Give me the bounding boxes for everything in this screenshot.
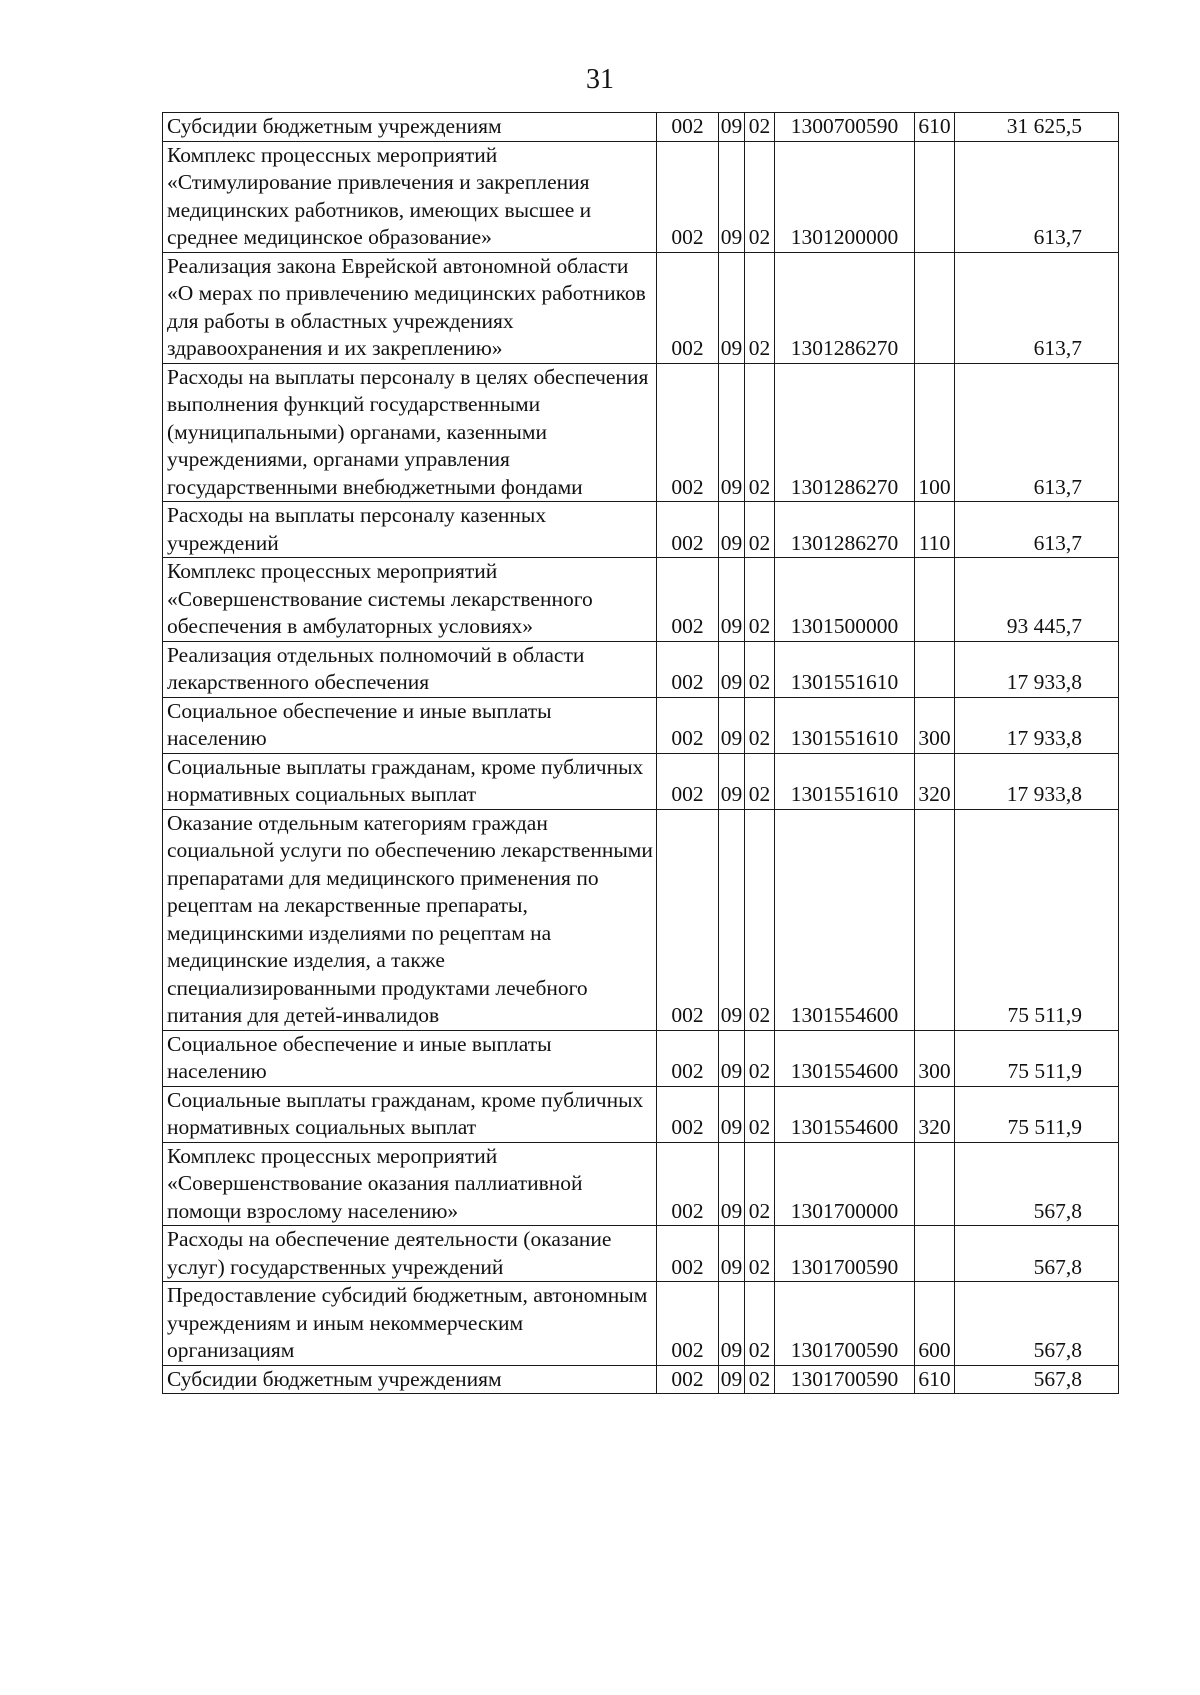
table-row bbox=[163, 1282, 1119, 1366]
section-code-cell: 09 bbox=[719, 809, 745, 1030]
table-row bbox=[163, 697, 1119, 753]
amount-cell: 567,8 bbox=[955, 1282, 1119, 1366]
amount-cell: 567,8 bbox=[955, 1365, 1119, 1394]
section-code-cell: 09 bbox=[719, 1282, 745, 1366]
section-code-cell: 09 bbox=[719, 1086, 745, 1142]
expense-type-cell: 610 bbox=[915, 113, 955, 142]
target-article-cell: 1301286270 bbox=[775, 363, 915, 502]
subsection-code-cell: 02 bbox=[745, 1365, 775, 1394]
expense-name-cell: Социальное обеспечение и иные выплаты населению bbox=[163, 1030, 657, 1086]
table-row bbox=[163, 113, 1119, 142]
expense-type-cell bbox=[915, 558, 955, 642]
expense-type-cell bbox=[915, 641, 955, 697]
amount-cell: 613,7 bbox=[955, 502, 1119, 558]
subsection-code-cell: 02 bbox=[745, 697, 775, 753]
subsection-code-cell: 02 bbox=[745, 809, 775, 1030]
expense-name-cell: Комплекс процессных мероприятий «Стимулирование привлечения и закрепления медицинских работников, имеющих высшее и среднее медицинское образование» bbox=[163, 141, 657, 252]
expense-name-cell: Социальные выплаты гражданам, кроме публичных нормативных социальных выплат bbox=[163, 1086, 657, 1142]
grbs-code-cell: 002 bbox=[657, 753, 719, 809]
grbs-code-cell: 002 bbox=[657, 1282, 719, 1366]
target-article-cell: 1301551610 bbox=[775, 753, 915, 809]
grbs-code-cell: 002 bbox=[657, 558, 719, 642]
table-row bbox=[163, 1226, 1119, 1282]
grbs-code-cell: 002 bbox=[657, 141, 719, 252]
amount-cell: 613,7 bbox=[955, 141, 1119, 252]
target-article-cell: 1301700000 bbox=[775, 1142, 915, 1226]
subsection-code-cell: 02 bbox=[745, 558, 775, 642]
section-code-cell: 09 bbox=[719, 502, 745, 558]
target-article-cell: 1301700590 bbox=[775, 1365, 915, 1394]
subsection-code-cell: 02 bbox=[745, 363, 775, 502]
section-code-cell: 09 bbox=[719, 1142, 745, 1226]
expense-name-cell: Оказание отдельным категориям граждан социальной услуги по обеспечению лекарственными препаратами для медицинского применения по рецептам на лекарственные препараты, медицинскими изделиями по рецептам на медицинские изделия, а также специализированными продуктами лечебного питания для детей-инвалидов bbox=[163, 809, 657, 1030]
subsection-code-cell: 02 bbox=[745, 252, 775, 363]
amount-cell: 567,8 bbox=[955, 1142, 1119, 1226]
table-row bbox=[163, 1142, 1119, 1226]
subsection-code-cell: 02 bbox=[745, 1142, 775, 1226]
expense-type-cell bbox=[915, 141, 955, 252]
expense-type-cell: 100 bbox=[915, 363, 955, 502]
grbs-code-cell: 002 bbox=[657, 252, 719, 363]
grbs-code-cell: 002 bbox=[657, 1226, 719, 1282]
amount-cell: 75 511,9 bbox=[955, 1030, 1119, 1086]
grbs-code-cell: 002 bbox=[657, 113, 719, 142]
target-article-cell: 1301700590 bbox=[775, 1226, 915, 1282]
grbs-code-cell: 002 bbox=[657, 1142, 719, 1226]
section-code-cell: 09 bbox=[719, 697, 745, 753]
subsection-code-cell: 02 bbox=[745, 141, 775, 252]
table-row bbox=[163, 641, 1119, 697]
subsection-code-cell: 02 bbox=[745, 753, 775, 809]
expense-type-cell bbox=[915, 1142, 955, 1226]
table-row bbox=[163, 753, 1119, 809]
amount-cell: 93 445,7 bbox=[955, 558, 1119, 642]
amount-cell: 17 933,8 bbox=[955, 641, 1119, 697]
grbs-code-cell: 002 bbox=[657, 1365, 719, 1394]
expense-name-cell: Субсидии бюджетным учреждениям bbox=[163, 113, 657, 142]
grbs-code-cell: 002 bbox=[657, 1086, 719, 1142]
section-code-cell: 09 bbox=[719, 641, 745, 697]
target-article-cell: 1301286270 bbox=[775, 252, 915, 363]
amount-cell: 75 511,9 bbox=[955, 1086, 1119, 1142]
table-row bbox=[163, 558, 1119, 642]
table-row bbox=[163, 502, 1119, 558]
target-article-cell: 1301554600 bbox=[775, 1086, 915, 1142]
expense-name-cell: Расходы на обеспечение деятельности (оказание услуг) государственных учреждений bbox=[163, 1226, 657, 1282]
table-row bbox=[163, 809, 1119, 1030]
expense-type-cell: 110 bbox=[915, 502, 955, 558]
expense-name-cell: Субсидии бюджетным учреждениям bbox=[163, 1365, 657, 1394]
amount-cell: 31 625,5 bbox=[955, 113, 1119, 142]
subsection-code-cell: 02 bbox=[745, 113, 775, 142]
grbs-code-cell: 002 bbox=[657, 809, 719, 1030]
target-article-cell: 1301500000 bbox=[775, 558, 915, 642]
amount-cell: 75 511,9 bbox=[955, 809, 1119, 1030]
amount-cell: 17 933,8 bbox=[955, 697, 1119, 753]
subsection-code-cell: 02 bbox=[745, 1086, 775, 1142]
target-article-cell: 1301200000 bbox=[775, 141, 915, 252]
expense-type-cell bbox=[915, 1226, 955, 1282]
expense-name-cell: Комплекс процессных мероприятий «Совершенствование системы лекарственного обеспечения в амбулаторных условиях» bbox=[163, 558, 657, 642]
subsection-code-cell: 02 bbox=[745, 1030, 775, 1086]
target-article-cell: 1301700590 bbox=[775, 1282, 915, 1366]
table-row bbox=[163, 1086, 1119, 1142]
table-row bbox=[163, 141, 1119, 252]
table-row bbox=[163, 363, 1119, 502]
amount-cell: 613,7 bbox=[955, 252, 1119, 363]
amount-cell: 567,8 bbox=[955, 1226, 1119, 1282]
expense-name-cell: Расходы на выплаты персоналу казенных учреждений bbox=[163, 502, 657, 558]
section-code-cell: 09 bbox=[719, 1226, 745, 1282]
budget-table bbox=[162, 112, 1119, 1394]
target-article-cell: 1301286270 bbox=[775, 502, 915, 558]
amount-cell: 613,7 bbox=[955, 363, 1119, 502]
table-row bbox=[163, 1365, 1119, 1394]
grbs-code-cell: 002 bbox=[657, 697, 719, 753]
budget-table-body bbox=[163, 113, 1119, 1394]
expense-name-cell: Комплекс процессных мероприятий «Совершенствование оказания паллиативной помощи взрослому населению» bbox=[163, 1142, 657, 1226]
expense-name-cell: Социальные выплаты гражданам, кроме публичных нормативных социальных выплат bbox=[163, 753, 657, 809]
section-code-cell: 09 bbox=[719, 363, 745, 502]
section-code-cell: 09 bbox=[719, 753, 745, 809]
subsection-code-cell: 02 bbox=[745, 641, 775, 697]
expense-name-cell: Расходы на выплаты персоналу в целях обеспечения выполнения функций государственными (муниципальными) органами, казенными учреждениями, органами управления государственными внебюджетными фондами bbox=[163, 363, 657, 502]
section-code-cell: 09 bbox=[719, 141, 745, 252]
grbs-code-cell: 002 bbox=[657, 363, 719, 502]
subsection-code-cell: 02 bbox=[745, 502, 775, 558]
target-article-cell: 1301551610 bbox=[775, 697, 915, 753]
expense-name-cell: Реализация закона Еврейской автономной области «О мерах по привлечению медицинских работников для работы в областных учреждениях здравоохранения и их закреплению» bbox=[163, 252, 657, 363]
section-code-cell: 09 bbox=[719, 252, 745, 363]
grbs-code-cell: 002 bbox=[657, 502, 719, 558]
expense-name-cell: Социальное обеспечение и иные выплаты населению bbox=[163, 697, 657, 753]
amount-cell: 17 933,8 bbox=[955, 753, 1119, 809]
section-code-cell: 09 bbox=[719, 558, 745, 642]
expense-type-cell bbox=[915, 809, 955, 1030]
expense-type-cell: 610 bbox=[915, 1365, 955, 1394]
target-article-cell: 1301551610 bbox=[775, 641, 915, 697]
page-number: 31 bbox=[586, 64, 614, 95]
subsection-code-cell: 02 bbox=[745, 1282, 775, 1366]
expense-type-cell: 300 bbox=[915, 697, 955, 753]
section-code-cell: 09 bbox=[719, 1030, 745, 1086]
target-article-cell: 1301554600 bbox=[775, 1030, 915, 1086]
table-row bbox=[163, 1030, 1119, 1086]
grbs-code-cell: 002 bbox=[657, 641, 719, 697]
expense-type-cell: 320 bbox=[915, 1086, 955, 1142]
expense-type-cell: 320 bbox=[915, 753, 955, 809]
grbs-code-cell: 002 bbox=[657, 1030, 719, 1086]
expense-type-cell: 300 bbox=[915, 1030, 955, 1086]
expense-type-cell bbox=[915, 252, 955, 363]
expense-name-cell: Реализация отдельных полномочий в области лекарственного обеспечения bbox=[163, 641, 657, 697]
section-code-cell: 09 bbox=[719, 1365, 745, 1394]
subsection-code-cell: 02 bbox=[745, 1226, 775, 1282]
expense-name-cell: Предоставление субсидий бюджетным, автономным учреждениям и иным некоммерческим организациям bbox=[163, 1282, 657, 1366]
section-code-cell: 09 bbox=[719, 113, 745, 142]
expense-type-cell: 600 bbox=[915, 1282, 955, 1366]
target-article-cell: 1301554600 bbox=[775, 809, 915, 1030]
table-row bbox=[163, 252, 1119, 363]
target-article-cell: 1300700590 bbox=[775, 113, 915, 142]
